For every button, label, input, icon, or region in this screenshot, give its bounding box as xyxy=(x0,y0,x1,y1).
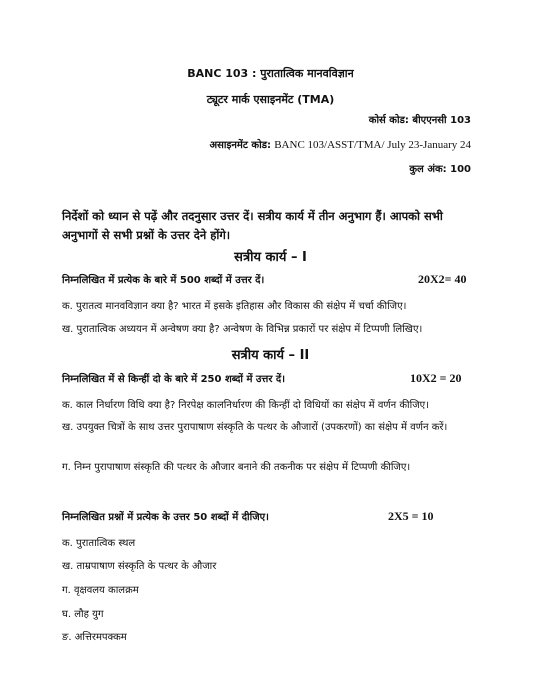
section-2-title: सत्रीय कार्य – II xyxy=(231,348,310,363)
section-3-item-c: ग. वृक्षवलय कालक्रम xyxy=(62,585,139,596)
section-3-instruction: निम्नलिखित प्रश्नों में प्रत्येक के उत्तर 50 शब्दों में दीजिए। xyxy=(62,512,269,523)
assignment-code xyxy=(209,137,471,151)
section-2-marks: 10X2 = 20 xyxy=(410,371,462,385)
course-title: BANC 103 : पुरातात्विक मानवविज्ञान xyxy=(187,67,354,80)
section-2-question-c: ग. निम्न पुरापाषाण संस्कृति की पत्थर के औजार बनाने की तकनीक पर संक्षेप में टिप्पणी कीजिए। xyxy=(62,462,411,473)
total-marks: कुल अंक: 100 xyxy=(409,164,471,175)
section-3-item-b: ख. ताम्रपाषाण संस्कृति के पत्थर के औजार xyxy=(62,561,217,572)
section-2-question-a: क. काल निर्धारण विधि क्या है? निरपेक्ष कालनिर्धारण की किन्हीं दो विधियों का संक्षेप में वर्णन कीजिए। xyxy=(62,400,429,411)
section-1-marks: 20X2= 40 xyxy=(418,272,467,286)
section-1-title: सत्रीय कार्य – I xyxy=(234,250,307,265)
assignment-code-value: BANC 103/ASST/TMA/ July 23-January 24 xyxy=(274,139,471,151)
section-3-item-a: क. पुरातात्विक स्थल xyxy=(62,538,136,549)
instructions: निर्देशों को ध्यान से पढ़ें और तदनुसार उत्तर दें। सत्रीय कार्य में तीन अनुभाग हैं। आपको सभी अनुभागों से सभी प्रश्नों के उत्तर देने होंगे। xyxy=(62,209,443,242)
document-type: ट्यूटर मार्क एसाइनमेंट (TMA) xyxy=(206,93,335,106)
section-2-question-b: ख. उपयुक्त चित्रों के साथ उत्तर पुरापाषाण संस्कृति के पत्थर के औजारों (उपकरणों) का संक्षेप में वर्णन करें। xyxy=(62,422,448,433)
section-3-item-e: ङ. अत्तिरमपक्कम xyxy=(62,632,127,643)
section-1-question-a: क. पुरातत्व मानवविज्ञान क्या है? भारत में इसके इतिहास और विकास की संक्षेप में चर्चा कीजिए। xyxy=(62,301,407,312)
section-1-instruction: निम्नलिखित में प्रत्येक के बारे में 500 शब्दों में उत्तर दें। xyxy=(62,275,265,286)
course-code: कोर्स कोड: बीएएनसी 103 xyxy=(368,115,471,126)
section-2-instruction: निम्नलिखित में से किन्हीं दो के बारे में 250 शब्दों में उत्तर दें। xyxy=(62,374,285,385)
section-3-marks: 2X5 = 10 xyxy=(388,509,434,523)
assignment-code-label: असाइनमेंट कोड: xyxy=(209,140,272,151)
section-1-question-b: ख. पुरातात्विक अध्ययन में अन्वेषण क्या है? अन्वेषण के विभिन्न प्रकारों पर संक्षेप में टिप्पणी लिखिए। xyxy=(62,324,423,335)
section-3-item-d: घ. लौह युग xyxy=(62,609,104,620)
